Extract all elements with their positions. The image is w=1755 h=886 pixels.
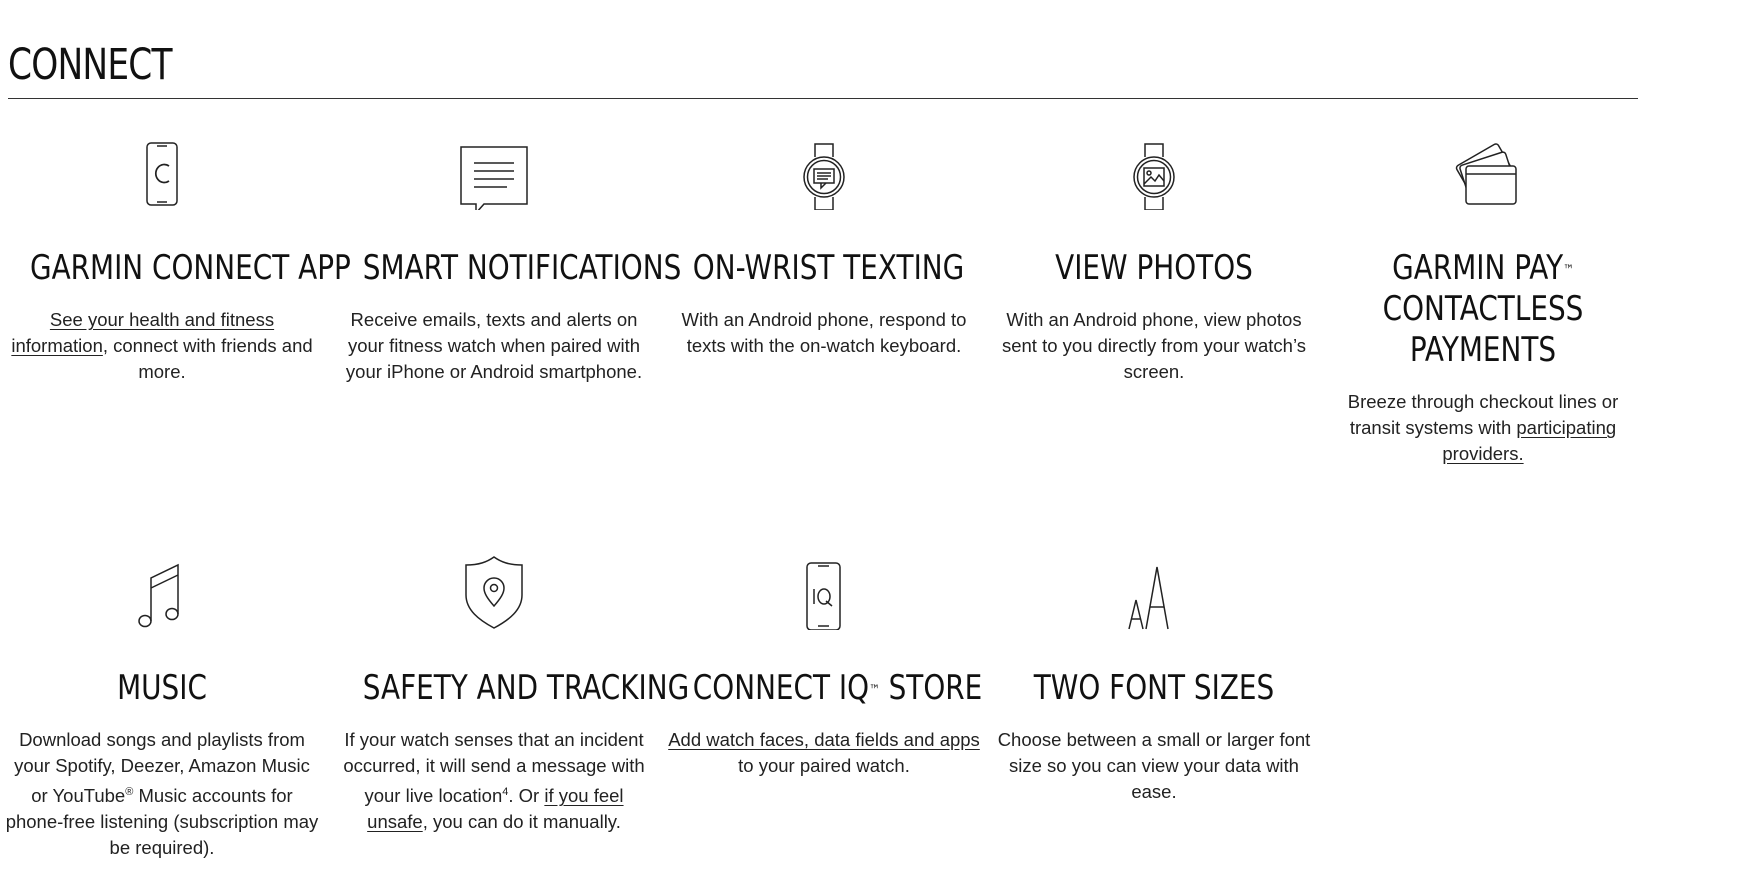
watch-photo-icon	[1109, 120, 1199, 210]
feature-title: MUSIC	[117, 668, 207, 708]
feature-garmin-pay	[1324, 120, 1642, 467]
feature-safety-tracking	[334, 540, 690, 835]
feature-title: CONNECT IQ™ STORE	[692, 668, 983, 708]
feature-title: SMART NOTIFICATIONS	[362, 248, 682, 288]
feature-description: Receive emails, texts and alerts on your fitness watch when paired with your iPhone or Android smartphone.	[345, 309, 643, 382]
feature-title: TWO FONT SIZES	[1033, 668, 1275, 708]
feature-title: VIEW PHOTOS	[1055, 248, 1253, 288]
feature-title-line: GARMIN PAY™	[1392, 248, 1574, 288]
feature-title: SAFETY AND TRACKING	[362, 668, 690, 708]
feature-on-wrist-texting	[664, 120, 984, 359]
connect-iq-phone-icon	[779, 540, 869, 630]
feature-two-font-sizes	[994, 540, 1314, 805]
feature-description-text: , connect with friends and more.	[102, 335, 313, 382]
feature-description: Add watch faces, data fields and apps to your paired watch.	[668, 729, 980, 776]
feature-title-line: CONTACTLESS	[1382, 289, 1584, 329]
smartphone-icon	[117, 120, 207, 210]
feature-title: ON-WRIST TEXTING	[692, 248, 965, 288]
feature-connect-iq-store	[664, 540, 984, 779]
participating-providers-link[interactable]: participating providers.	[1442, 417, 1617, 464]
feature-title: GARMIN CONNECT APP	[29, 248, 351, 288]
message-bubble-icon	[449, 120, 539, 210]
section-title: CONNECT	[8, 40, 172, 90]
shield-location-icon	[449, 540, 539, 630]
feature-description: Choose between a small or larger font size so you can view your data with ease.	[997, 729, 1311, 802]
feature-smart-notifications	[334, 120, 682, 385]
payment-cards-icon	[1438, 120, 1528, 210]
feature-description: If your watch senses that an incident occurred, it will send a message with your live location$^4$. Or if you feel unsafe, you can do it manually.	[343, 729, 645, 833]
feature-description	[1, 307, 323, 385]
feature-description: Download songs and playlists from your Spotify, Deezer, Amazon Music or YouTube® Music accounts for phone-free listening (subscription may be required).	[5, 729, 319, 859]
feature-view-photos	[994, 120, 1314, 385]
section-divider	[8, 98, 1638, 99]
watch-message-icon	[779, 120, 869, 210]
feature-title-line: PAYMENTS	[1409, 330, 1557, 370]
feature-description: With an Android phone, respond to texts with the on-watch keyboard.	[681, 309, 967, 356]
music-note-icon	[117, 540, 207, 630]
feature-garmin-connect-app	[1, 120, 351, 385]
add-watch-faces-link[interactable]: Add watch faces, data fields and apps	[668, 729, 980, 750]
health-fitness-link[interactable]: See your health and fitness information	[11, 309, 275, 356]
feature-music	[4, 540, 320, 861]
feature-description: With an Android phone, view photos sent to you directly from your watch’s screen.	[1001, 309, 1306, 382]
feature-description	[1324, 389, 1642, 467]
font-size-icon	[1109, 540, 1199, 630]
feature-description-text: Breeze through checkout lines or transit systems with	[1347, 391, 1619, 438]
if-you-feel-unsafe-link[interactable]: if you feel unsafe	[367, 785, 624, 833]
